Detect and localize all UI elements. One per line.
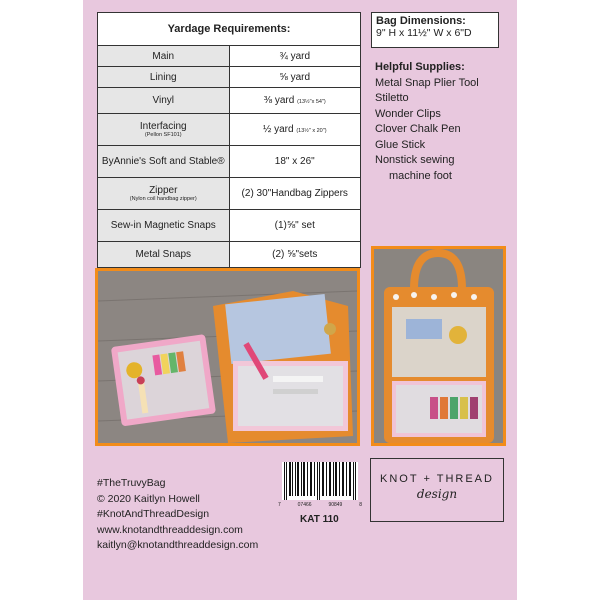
- table-row: [98, 46, 361, 67]
- row-value: [229, 46, 361, 67]
- row-value: [229, 67, 361, 88]
- item-label: Lining: [149, 71, 177, 83]
- barcode-digits: [278, 502, 362, 508]
- barcode-digit: 8: [359, 502, 362, 508]
- logo-script: design: [416, 487, 458, 501]
- footer-credits: [97, 476, 258, 554]
- item-note: (Pellon SF101): [144, 131, 182, 138]
- item-label: Main: [152, 50, 175, 62]
- barcode: [278, 462, 362, 525]
- bag-photo-illustration: [98, 271, 357, 443]
- item-label: Metal Snaps: [135, 249, 192, 260]
- value-note: (13½"x 54"): [297, 99, 326, 105]
- supply-item: Stiletto: [375, 92, 409, 104]
- barcode-digit: 90849: [328, 502, 343, 508]
- brand-logo: [370, 458, 504, 522]
- supply-item: Metal Snap Plier Tool: [375, 76, 479, 89]
- item-note: (Nylon coil handbag zipper): [129, 195, 197, 202]
- value-label: (1)⅝" set: [274, 220, 315, 231]
- yardage-table: [97, 12, 361, 268]
- dimensions-value: 9" H x 11½" W x 6"D: [376, 27, 472, 39]
- bag-photo-open: [95, 268, 360, 446]
- supplies-heading: Helpful Supplies:: [375, 61, 465, 73]
- item-label: Zipper: [149, 184, 178, 196]
- hashtag-bag: #TheTruvyBag: [97, 477, 166, 489]
- item-label: Sew-in Magnetic Snaps: [110, 220, 216, 231]
- row-item: [98, 178, 230, 210]
- supply-item: Glue Stick: [375, 138, 426, 151]
- row-value: [229, 178, 361, 210]
- table-row: [98, 146, 361, 178]
- row-item: [98, 242, 230, 268]
- barcode-digit: 07466: [297, 502, 312, 508]
- row-item: [98, 46, 230, 67]
- item-label: Vinyl: [152, 95, 174, 106]
- table-row: [98, 88, 361, 114]
- value-label: (2) ⅝"sets: [272, 249, 318, 260]
- value-label: ½ yard: [262, 124, 294, 135]
- table-row: [98, 67, 361, 88]
- row-value: [229, 210, 361, 242]
- hashtag-brand: #KnotAndThreadDesign: [97, 508, 210, 520]
- bag-dimensions-box: [371, 12, 499, 48]
- website-link: www.knotandthreaddesign.com: [97, 523, 243, 536]
- row-value: [229, 242, 361, 268]
- value-label: ⅝ yard: [279, 71, 311, 83]
- dimensions-heading: Bag Dimensions:: [376, 15, 466, 27]
- row-item: [98, 146, 230, 178]
- row-value: [229, 146, 361, 178]
- table-row: [98, 178, 361, 210]
- table-row: [98, 210, 361, 242]
- yardage-title: Yardage Requirements:: [98, 13, 361, 46]
- helpful-supplies: [375, 60, 515, 184]
- value-label: ⅜ yard: [263, 95, 295, 106]
- row-value: [229, 114, 361, 146]
- row-item: [98, 114, 230, 146]
- pattern-back-cover: [83, 0, 517, 600]
- supply-item: machine foot: [389, 169, 452, 182]
- value-label: (2) 30"Handbag Zippers: [241, 188, 348, 199]
- bag-photo-hanging: [371, 246, 506, 446]
- supply-item: Wonder Clips: [375, 107, 441, 120]
- barcode-digit: 7: [278, 502, 281, 508]
- table-row: [98, 114, 361, 146]
- value-label: ¾ yard: [279, 50, 311, 62]
- table-row: [98, 242, 361, 268]
- row-value: [229, 88, 361, 114]
- hanging-bag-illustration: [374, 249, 503, 443]
- barcode-bars: [282, 462, 358, 500]
- value-label: 18" x 26": [274, 156, 315, 167]
- supply-item: Clover Chalk Pen: [375, 123, 461, 135]
- value-note: (13½" x 20"): [296, 128, 327, 134]
- email-link: kaitlyn@knotandthreaddesign.com: [97, 539, 259, 551]
- logo-wordmark: KNOT + THREAD: [380, 473, 494, 485]
- item-label: Interfacing: [139, 120, 187, 132]
- product-code: KAT 110: [300, 514, 339, 525]
- copyright: © 2020 Kaitlyn Howell: [97, 492, 200, 505]
- supply-item: Nonstick sewing: [375, 154, 455, 166]
- row-item: [98, 210, 230, 242]
- item-label: ByAnnie's Soft and Stable®: [101, 156, 225, 167]
- row-item: [98, 67, 230, 88]
- row-item: [98, 88, 230, 114]
